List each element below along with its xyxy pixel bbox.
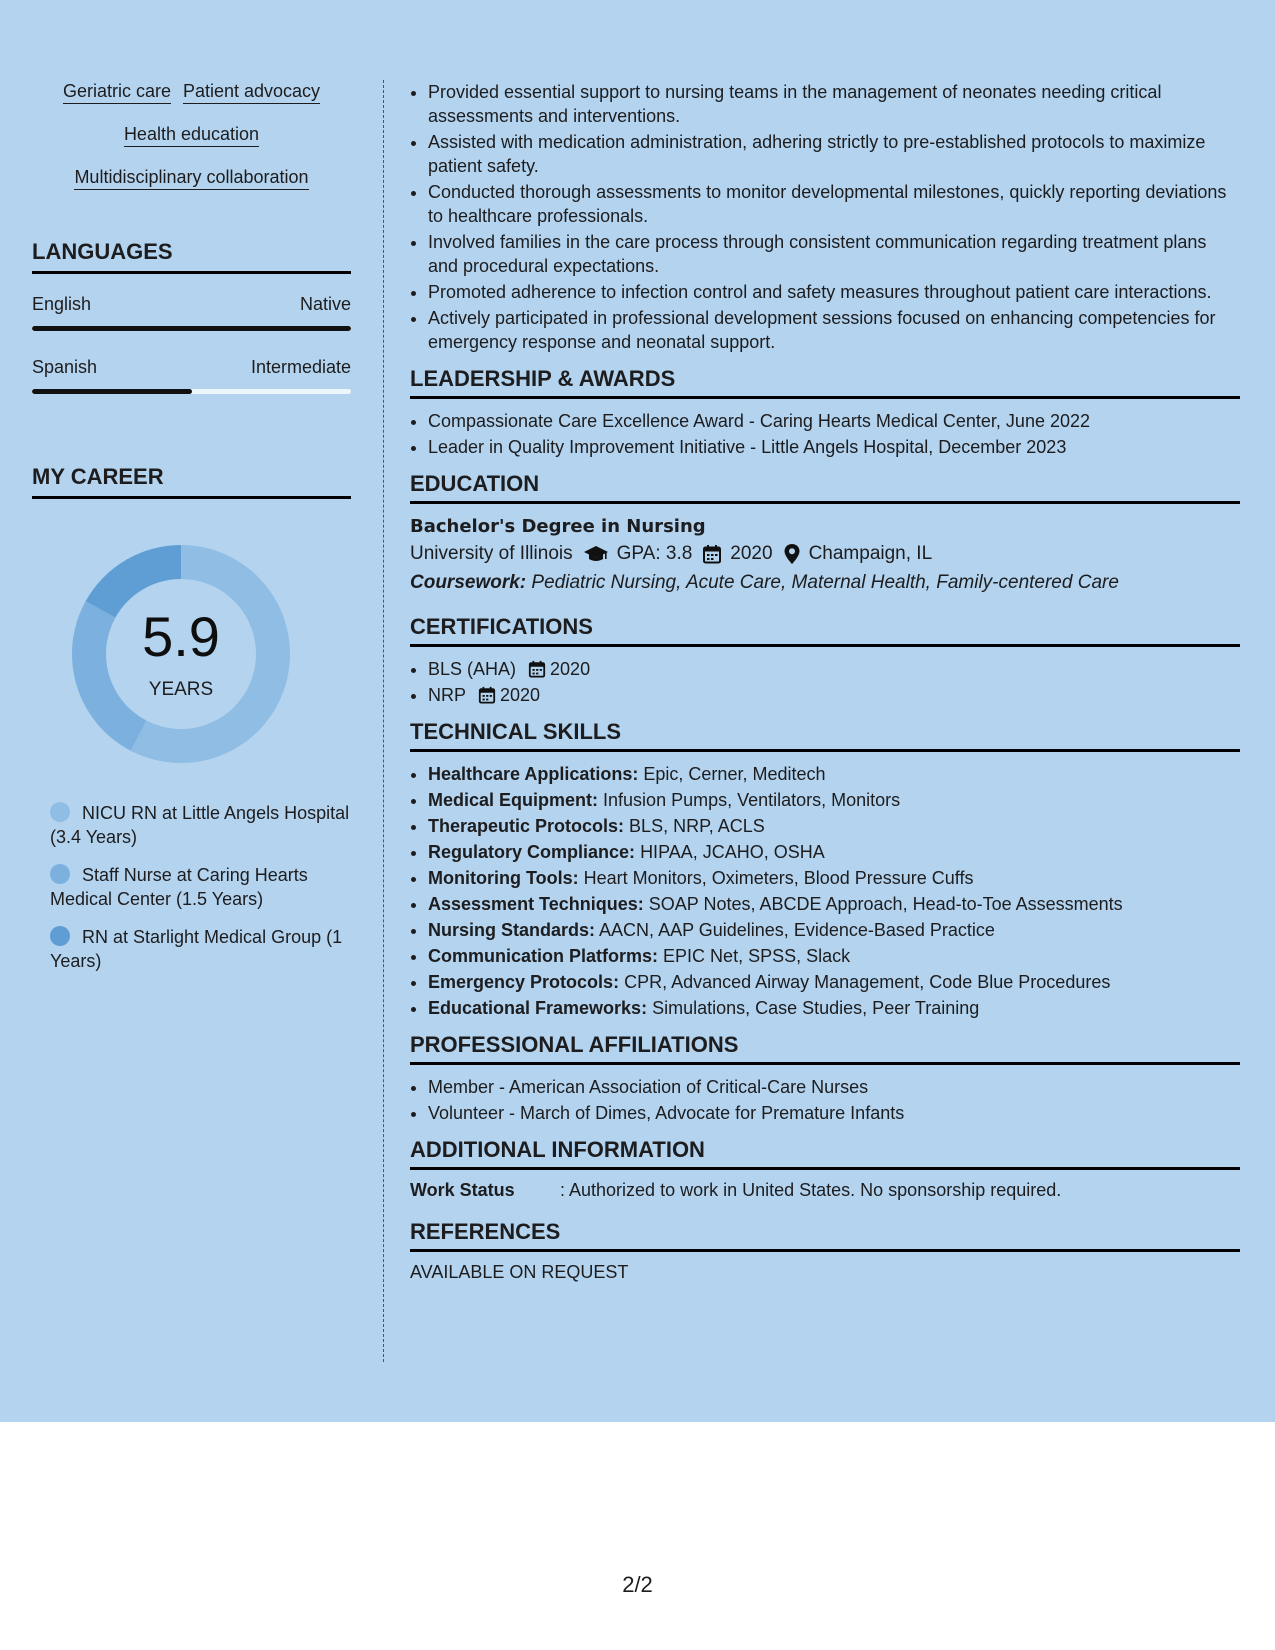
career-legend xyxy=(32,801,351,973)
education-details xyxy=(410,543,1240,565)
affiliation-item: • Volunteer - March of Dimes, Advocate for Premature Infants xyxy=(428,1101,1240,1125)
education-heading: EDUCATION xyxy=(410,471,1240,504)
coursework-list: Pediatric Nursing, Acute Care, Maternal Health, Family-centered Care xyxy=(531,572,1119,593)
language-item xyxy=(32,294,351,331)
leadership-item: • Leader in Quality Improvement Initiative - Little Angels Hospital, December 2023 xyxy=(428,435,1240,459)
skill-value: HIPAA, JCAHO, OSHA xyxy=(640,842,825,862)
skill-value: Heart Monitors, Oximeters, Blood Pressure Cuffs xyxy=(583,868,974,888)
skill-label: Regulatory Compliance: xyxy=(428,842,636,862)
skill-tag: Health education xyxy=(124,125,259,147)
skill-item xyxy=(428,944,1240,968)
calendar-icon xyxy=(528,660,546,678)
experience-bullet: • Provided essential support to nursing teams in the management of neonates needing critical assessments and interventions. xyxy=(428,80,1240,128)
right-column xyxy=(410,80,1240,1283)
graduation-year: 2020 xyxy=(730,543,773,564)
references-heading: REFERENCES xyxy=(410,1219,1240,1252)
certification-name: • NRP xyxy=(428,685,467,705)
skill-item xyxy=(428,788,1240,812)
skill-label: Therapeutic Protocols: xyxy=(428,816,625,836)
experience-bullets xyxy=(410,80,1240,354)
page-number: 2/2 xyxy=(622,1572,653,1597)
graduation-cap-icon xyxy=(583,544,609,564)
legend-label: NICU RN at Little Angels Hospital (3.4 Years) xyxy=(50,803,350,847)
skill-item xyxy=(428,892,1240,916)
work-status-value: : Authorized to work in United States. No sponsorship required. xyxy=(560,1180,1062,1200)
certification-year: 2020 xyxy=(500,685,541,705)
career-legend-item xyxy=(50,863,351,911)
technical-skills-list xyxy=(410,762,1240,1020)
legend-dot xyxy=(50,926,70,946)
skill-tag: Geriatric care xyxy=(63,82,171,104)
skill-value: AACN, AAP Guidelines, Evidence-Based Practice xyxy=(599,920,995,940)
skill-label: Assessment Techniques: xyxy=(428,894,644,914)
skill-value: CPR, Advanced Airway Management, Code Blue Procedures xyxy=(624,972,1111,992)
language-name: English xyxy=(32,294,92,314)
career-legend-item xyxy=(50,925,351,973)
skill-label: Monitoring Tools: xyxy=(428,868,579,888)
skill-label: Medical Equipment: xyxy=(428,790,599,810)
career-legend-item xyxy=(50,801,351,849)
leadership-heading: LEADERSHIP & AWARDS xyxy=(410,366,1240,399)
legend-dot xyxy=(50,864,70,884)
location-pin-icon xyxy=(783,543,801,565)
language-proficiency-bar xyxy=(32,326,351,331)
skill-tag: Multidisciplinary collaboration xyxy=(74,168,308,190)
references-text: AVAILABLE ON REQUEST xyxy=(410,1262,629,1282)
language-level: Native xyxy=(299,294,351,314)
experience-bullet: • Actively participated in professional development sessions focused on enhancing competencies for emergency response and neonatal support. xyxy=(428,306,1240,354)
career-heading: MY CAREER xyxy=(32,464,351,499)
column-divider xyxy=(383,80,384,1362)
experience-bullet: • Involved families in the care process through consistent communication regarding treatment plans and procedural expectations. xyxy=(428,230,1240,278)
languages-heading: LANGUAGES xyxy=(32,239,351,274)
school-name: University of Illinois xyxy=(410,543,573,564)
career-total-value: 5.9 xyxy=(142,605,220,668)
skill-label: Nursing Standards: xyxy=(428,920,596,940)
work-status-label: Work Status xyxy=(410,1180,515,1200)
calendar-icon xyxy=(702,544,722,564)
skill-label: Communication Platforms: xyxy=(428,946,659,966)
legend-dot xyxy=(50,802,70,822)
experience-bullet: • Assisted with medication administration, adhering strictly to pre-established protocols to maximize patient safety. xyxy=(428,130,1240,178)
skill-item xyxy=(428,866,1240,890)
skill-value: Simulations, Case Studies, Peer Training xyxy=(652,998,980,1018)
language-name: Spanish xyxy=(32,357,98,377)
certifications-list xyxy=(410,657,1240,707)
skill-item xyxy=(428,970,1240,994)
skill-label: Educational Frameworks: xyxy=(428,998,648,1018)
additional-info-heading: ADDITIONAL INFORMATION xyxy=(410,1137,1240,1170)
gpa: GPA: 3.8 xyxy=(616,543,693,564)
skill-item xyxy=(428,840,1240,864)
calendar-icon xyxy=(478,686,496,704)
skill-value: BLS, NRP, ACLS xyxy=(629,816,765,836)
skill-tags xyxy=(32,82,351,211)
certification-item xyxy=(428,683,1240,707)
affiliations-heading: PROFESSIONAL AFFILIATIONS xyxy=(410,1032,1240,1065)
career-total-unit: YEARS xyxy=(148,679,214,700)
education-location: Champaign, IL xyxy=(808,543,933,564)
certification-name: • BLS (AHA) xyxy=(428,659,517,679)
skill-value: EPIC Net, SPSS, Slack xyxy=(663,946,851,966)
experience-bullet: • Promoted adherence to infection control and safety measures throughout patient care interactions. xyxy=(428,280,1240,304)
technical-skills-heading: TECHNICAL SKILLS xyxy=(410,719,1240,752)
language-proficiency-bar xyxy=(32,389,351,394)
skill-item xyxy=(428,996,1240,1020)
work-status-row xyxy=(410,1180,1240,1201)
skill-label: Emergency Protocols: xyxy=(428,972,620,992)
degree-title: Bachelor's Degree in Nursing xyxy=(410,516,706,537)
language-proficiency-fill xyxy=(32,389,192,394)
certification-item xyxy=(428,657,1240,681)
skill-value: SOAP Notes, ABCDE Approach, Head-to-Toe Assessments xyxy=(648,894,1123,914)
experience-bullet: • Conducted thorough assessments to monitor developmental milestones, quickly reporting deviations to healthcare professionals. xyxy=(428,180,1240,228)
affiliations-list xyxy=(410,1075,1240,1125)
language-level: Intermediate xyxy=(250,357,351,377)
language-proficiency-fill xyxy=(32,326,351,331)
certifications-heading: CERTIFICATIONS xyxy=(410,614,1240,647)
career-donut-chart xyxy=(66,539,296,769)
skill-value: Infusion Pumps, Ventilators, Monitors xyxy=(603,790,901,810)
coursework-label: Coursework: xyxy=(410,572,527,593)
legend-label: RN at Starlight Medical Group (1 Years) xyxy=(50,927,343,971)
certification-year: 2020 xyxy=(550,659,591,679)
skill-value: Epic, Cerner, Meditech xyxy=(643,764,826,784)
skill-item xyxy=(428,762,1240,786)
legend-label: Staff Nurse at Caring Hearts Medical Center (1.5 Years) xyxy=(50,865,308,909)
left-column xyxy=(32,82,351,987)
coursework xyxy=(410,572,1240,594)
skill-item xyxy=(428,814,1240,838)
language-item xyxy=(32,357,351,394)
skill-item xyxy=(428,918,1240,942)
skill-label: Healthcare Applications: xyxy=(428,764,639,784)
skill-tag: Patient advocacy xyxy=(183,82,320,104)
leadership-item: • Compassionate Care Excellence Award - Caring Hearts Medical Center, June 2022 xyxy=(428,409,1240,433)
leadership-list xyxy=(410,409,1240,459)
affiliation-item: • Member - American Association of Critical-Care Nurses xyxy=(428,1075,1240,1099)
